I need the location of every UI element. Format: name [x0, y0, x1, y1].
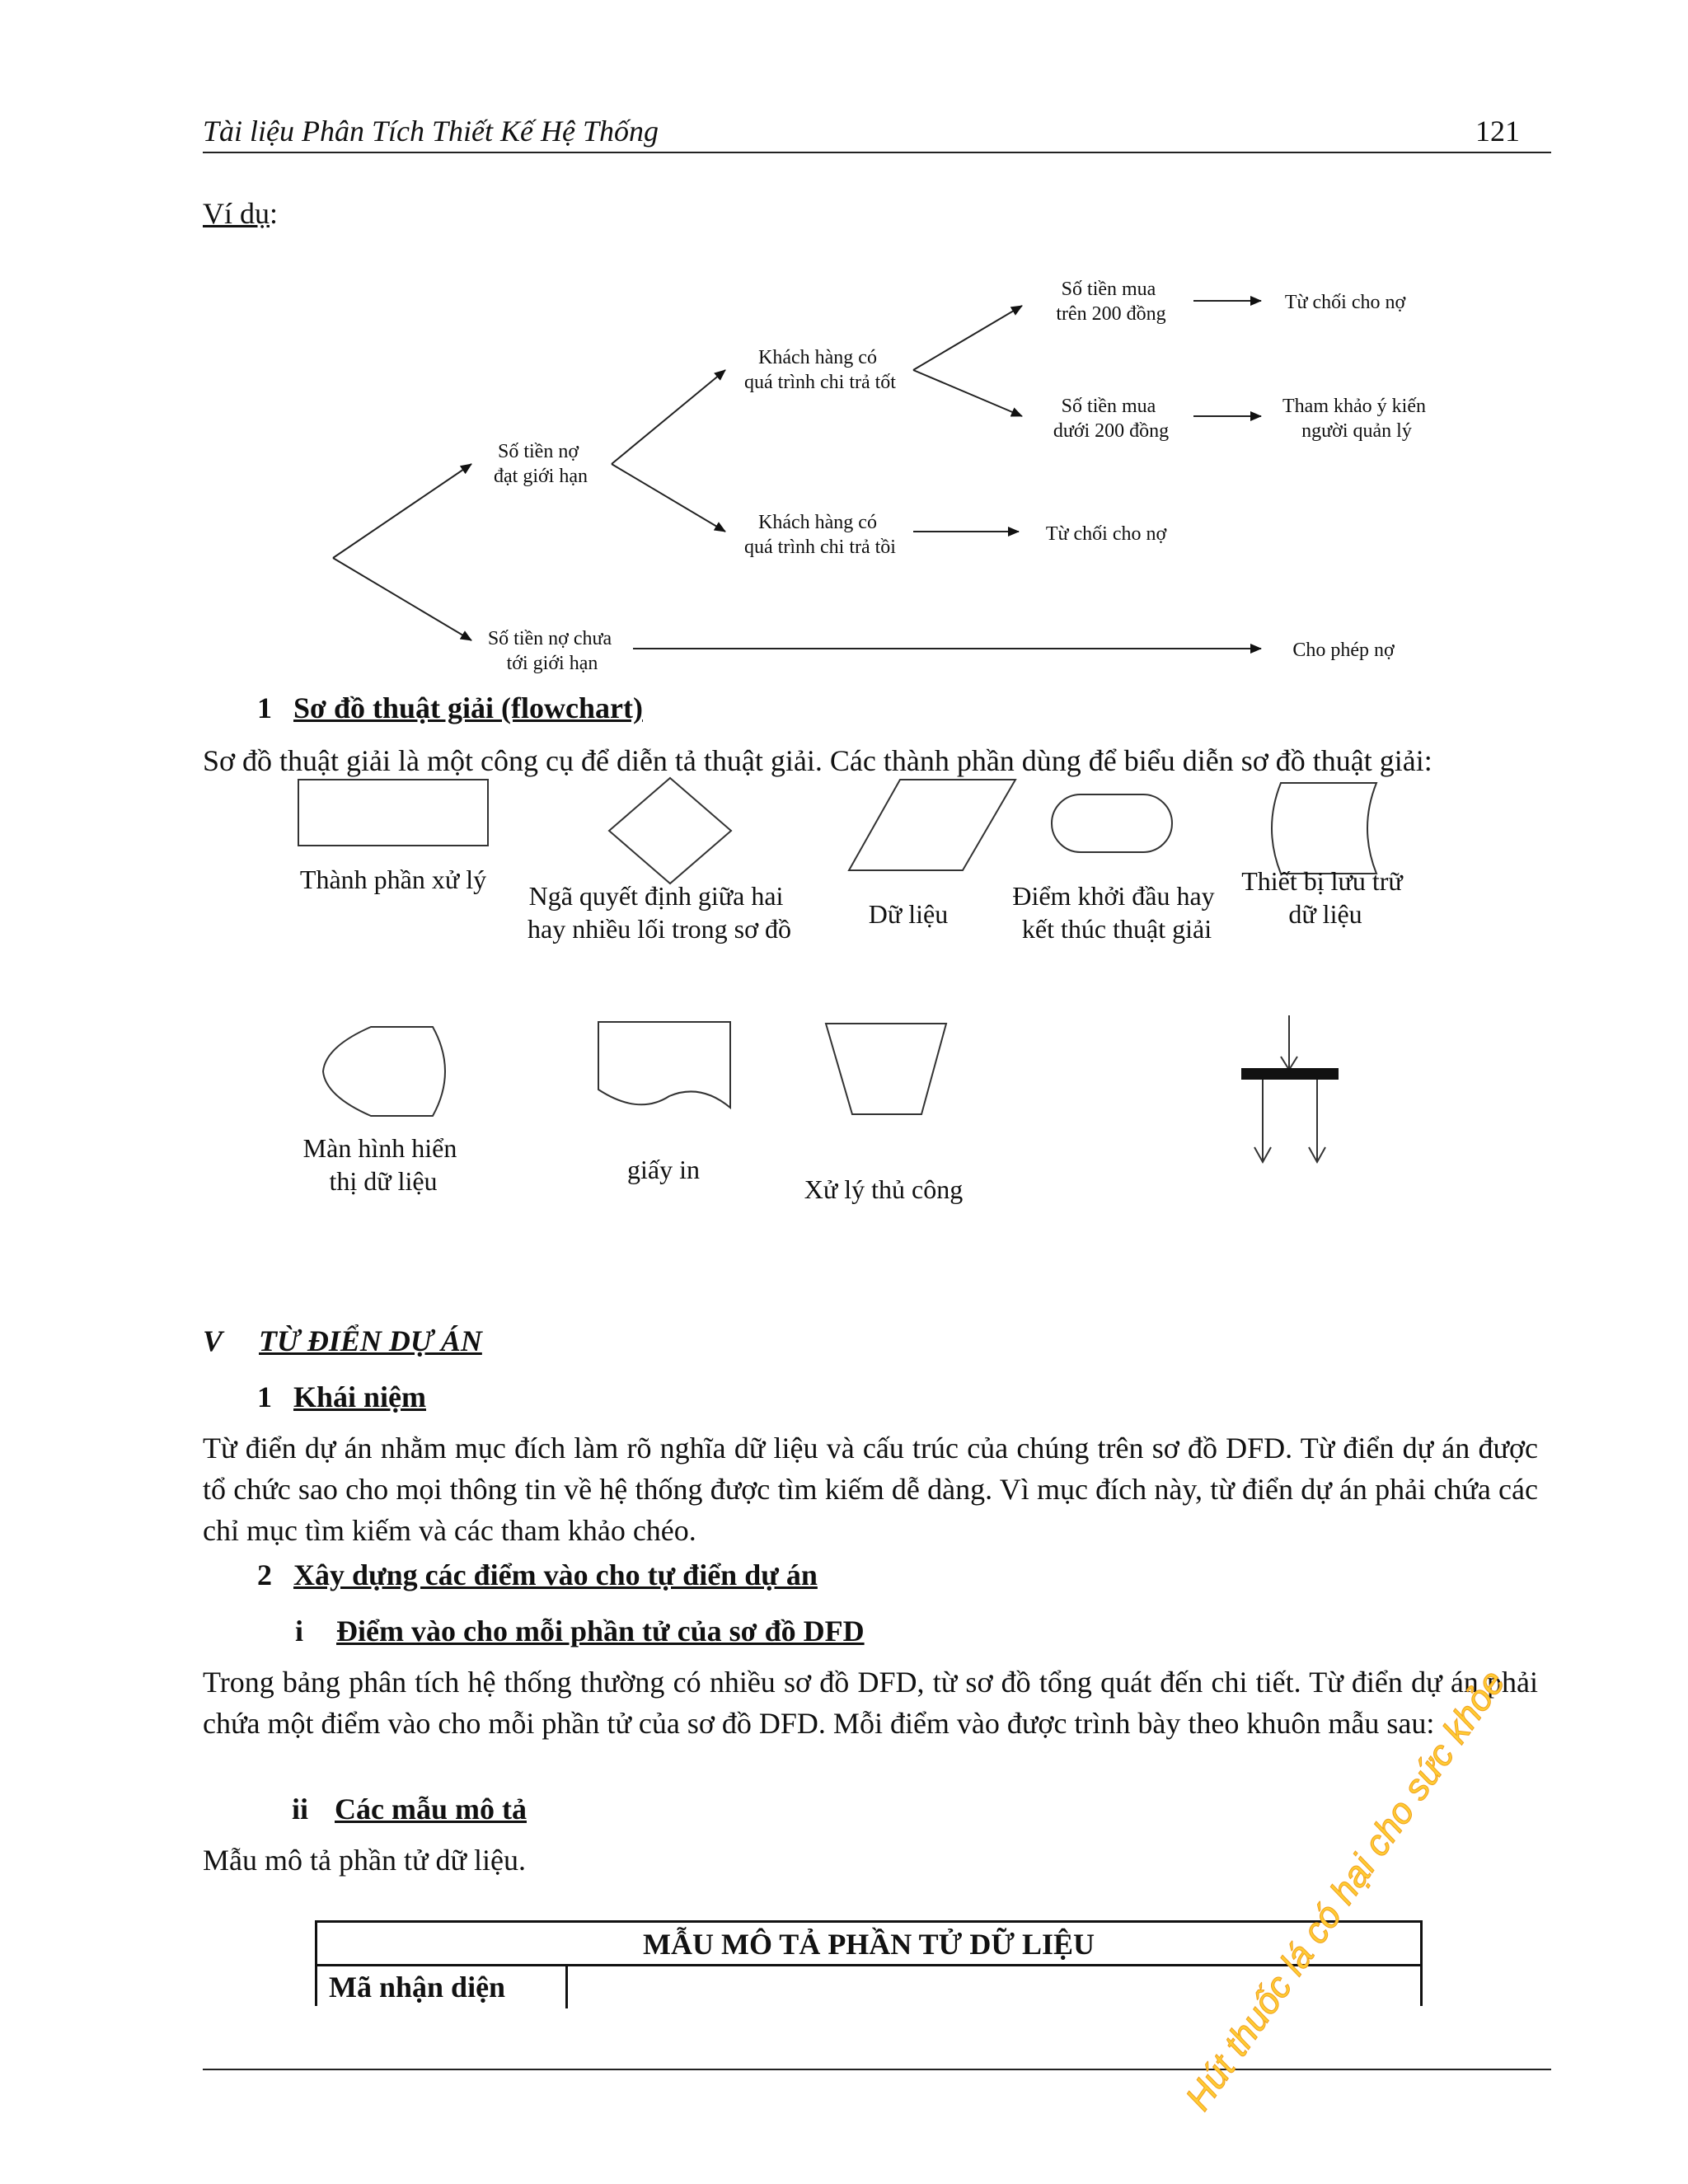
node-refuse-1: Từ chối cho nợ [1284, 292, 1406, 313]
label-manual: Xử lý thủ công [804, 1174, 964, 1204]
node-under-200: Số tiền mua dưới 200 đồng [1053, 396, 1170, 442]
edge-good-under200 [913, 370, 1022, 416]
node-limit-reached: Số tiền nợ đạt giới hạn [494, 441, 588, 487]
node-consult: Tham khảo ý kiến người quản lý [1282, 396, 1426, 442]
example-label: Ví dụ: [203, 197, 279, 230]
data-symbol [849, 780, 1015, 870]
sub-2-heading: 2 Xây dựng các điểm vào cho tự điển dự án [257, 1558, 818, 1591]
document-symbol [598, 1022, 730, 1108]
watermark: Hút thuốc lá có hại cho sức khỏe [1178, 1662, 1513, 2118]
node-over-200: Số tiền mua trên 200 đồng [1056, 279, 1166, 325]
sub-2-i-heading: i Điểm vào cho mỗi phần tử của sơ đồ DFD [295, 1615, 865, 1647]
decision-tree-diagram [0, 0, 1688, 684]
label-terminal: Điểm khởi đầu hay kết thúc thuật giải [1012, 881, 1215, 944]
node-bad-history: Khách hàng có quá trình chi trả tồi [744, 512, 896, 558]
paragraph-3: Mẫu mô tả phần tử dữ liệu. [203, 1844, 526, 1877]
node-good-history: Khách hàng có quá trình chi trả tốt [744, 347, 896, 393]
table-title: MẪU MÔ TẢ PHẦN TỬ DỮ LIỆU [317, 1923, 1420, 1966]
label-process: Thành phần xử lý [299, 865, 487, 894]
paragraph-2: Trong bảng phân tích hệ thống thường có nhiều sơ đồ DFD, từ sơ đồ tổng quát đến chi tiết. Từ điển dự án phải chứa một điểm vào cho mỗi phần tử của sơ đồ DFD. Mỗi điểm vào được trình bày theo khuôn mẫu sau: [203, 1666, 1538, 1740]
header-title: Tài liệu Phân Tích Thiết Kế Hệ Thống [203, 115, 659, 148]
merge-bar [1241, 1068, 1339, 1080]
section-flowchart-heading: 1 Sơ đồ thuật giải (flowchart) [257, 691, 643, 724]
table-row-label: Mã nhận diện [317, 1966, 568, 2008]
storage-symbol [1272, 783, 1376, 874]
terminal-symbol [1052, 794, 1172, 852]
paragraph-1: Từ điển dự án nhằm mục đích làm rõ nghĩa dữ liệu và cấu trúc của chúng trên sơ đồ DFD. Từ điển dự án được tổ chức sao cho mọi thông tin về hệ thống được tìm kiếm dễ dàng. Vì mục đích này, từ điển dự án phải chứa các chỉ mục tìm kiếm và các tham khảo chéo. [203, 1432, 1538, 1547]
manual-symbol [826, 1024, 946, 1114]
flowchart-intro: Sơ đồ thuật giải là một công cụ để diễn tả thuật giải. Các thành phần dùng để biểu diễn sơ đồ thuật giải: [203, 744, 1432, 777]
edge-limit-good [612, 370, 725, 464]
node-limit-not-reached: Số tiền nợ chưa tới giới hạn [487, 628, 612, 674]
edge-root-limit-reached [333, 464, 471, 558]
edge-root-limit-not-reached [333, 558, 471, 640]
process-symbol [298, 780, 488, 846]
display-symbol [323, 1027, 445, 1116]
page-number: 121 [1475, 115, 1520, 148]
label-storage: Thiết bị lưu trữ dữ liệu [1241, 866, 1403, 929]
node-allow: Cho phép nợ [1292, 640, 1395, 661]
label-data: Dữ liệu [868, 899, 949, 929]
sub-1-heading: 1 Khái niệm [257, 1380, 427, 1413]
edge-limit-bad [612, 464, 725, 532]
edge-good-over200 [913, 306, 1022, 370]
sub-2-ii-heading: ii Các mẫu mô tả [292, 1793, 527, 1825]
label-decision: Ngã quyết định giữa hai hay nhiều lối trong sơ đồ [528, 881, 791, 944]
label-document: giấy in [627, 1155, 700, 1184]
flowchart-symbols [0, 766, 1688, 1228]
footer-rule [203, 2069, 1551, 2070]
section-v-heading: V TỪ ĐIỂN DỰ ÁN [203, 1324, 482, 1357]
node-refuse-2: Từ chối cho nợ [1045, 523, 1167, 545]
label-display: Màn hình hiển thị dữ liệu [302, 1133, 457, 1196]
decision-symbol [609, 778, 731, 883]
